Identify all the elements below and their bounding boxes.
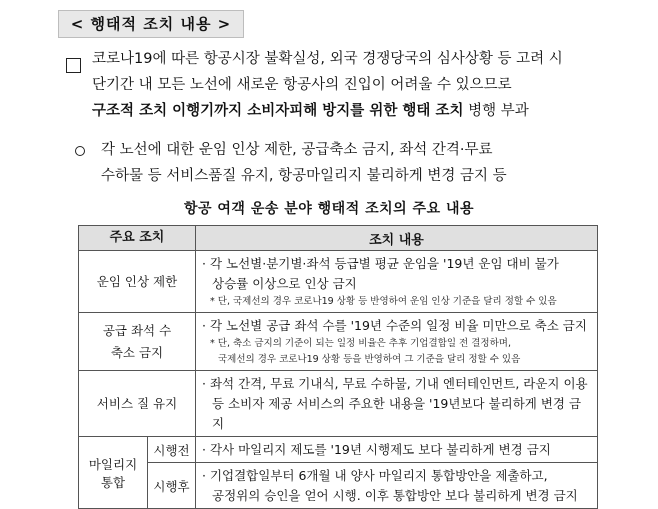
supply-note-line-2: 국제선의 경우 코로나19 상황 등을 반영하여 그 기준을 달리 정할 수 있음 <box>218 354 521 365</box>
fare-note: * 단, 국제선의 경우 코로나19 상황 등 반영하여 운임 인상 기준을 달리 정할 수 있음 <box>210 296 557 307</box>
header-main-measure: 주요 조치 <box>79 226 196 251</box>
paragraph-1-rest: 병행 부과 <box>463 103 529 119</box>
service-line-2: 등 소비자 제공 서비스의 주요한 내용을 '19년보다 불리하게 변경 금지 <box>212 396 582 431</box>
table-row <box>79 437 598 463</box>
supply-label-line-2: 축소 금지 <box>110 344 164 360</box>
circle-bullet-icon <box>75 146 85 156</box>
row-label-mileage <box>79 437 148 509</box>
mileage-after-line-2: 공정위의 승인을 얻어 시행. 이후 통합방안 보다 불리하게 변경 금지 <box>212 488 578 503</box>
mileage-before-content <box>196 437 598 463</box>
mileage-label-line-1: 마일리지 <box>88 456 138 472</box>
paragraph-1-line-1: 코로나19에 따른 항공시장 불확실성, 외국 경쟁당국의 심사상황 등 고려 시 <box>92 51 563 67</box>
fare-line-1: · 각 노선별·분기별·좌석 등급별 평균 운임을 '19년 운임 대비 물가 <box>202 256 559 271</box>
table-header-row <box>79 226 598 251</box>
paragraph-1-emphasis: 구조적 조치 이행기까지 소비자피해 방지를 위한 행태 조치 <box>92 103 464 119</box>
paragraph-2-line-1: 각 노선에 대한 운임 인상 제한, 공급축소 금지, 좌석 간격·무료 <box>101 142 493 158</box>
mileage-after-line-1: · 기업결합일부터 6개월 내 양사 마일리지 통합방안을 제출하고, <box>202 468 548 483</box>
paragraph-1-line-3 <box>92 98 529 124</box>
measures-table <box>78 225 598 509</box>
mileage-after-label: 시행후 <box>148 463 196 509</box>
service-line-1: · 좌석 간격, 무료 기내식, 무료 수하물, 기내 엔터테인먼트, 라운지 이용 <box>202 376 588 391</box>
table-row <box>79 313 598 371</box>
supply-note-line-1: * 단, 축소 금지의 기준이 되는 일정 비율은 추후 기업결합일 전 결정하며, <box>210 338 511 349</box>
table-title: 항공 여객 운송 분야 행태적 조치의 주요 내용 <box>183 201 475 217</box>
supply-line-1: · 각 노선별 공급 좌석 수를 '19년 수준의 일정 비율 미만으로 축소 금지 <box>202 318 587 333</box>
header-measure-content: 조치 내용 <box>196 226 598 251</box>
row-content-fare <box>196 251 598 313</box>
square-bullet-icon <box>66 58 81 73</box>
paragraph-2-line-2: 수하물 등 서비스품질 유지, 항공마일리지 불리하게 변경 금지 등 <box>101 168 507 184</box>
table-row <box>79 251 598 313</box>
supply-label-line-1: 공급 좌석 수 <box>102 322 172 338</box>
row-label-service: 서비스 질 유지 <box>79 371 196 437</box>
row-content-service <box>196 371 598 437</box>
row-label-supply <box>79 313 196 371</box>
mileage-before-label: 시행전 <box>148 437 196 463</box>
fare-line-2: 상승률 이상으로 인상 금지 <box>212 276 357 291</box>
paragraph-1-line-2: 단기간 내 모든 노선에 새로운 항공사의 진입이 어려울 수 있으므로 <box>92 77 512 93</box>
row-content-supply <box>196 313 598 371</box>
row-label-fare: 운임 인상 제한 <box>79 251 196 313</box>
mileage-label-line-2: 통합 <box>100 474 126 490</box>
table-row <box>79 371 598 437</box>
section-heading: < 행태적 조치 내용 > <box>58 10 244 38</box>
mileage-before-line: · 각사 마일리지 제도를 '19년 시행제도 보다 불리하게 변경 금지 <box>202 442 551 457</box>
